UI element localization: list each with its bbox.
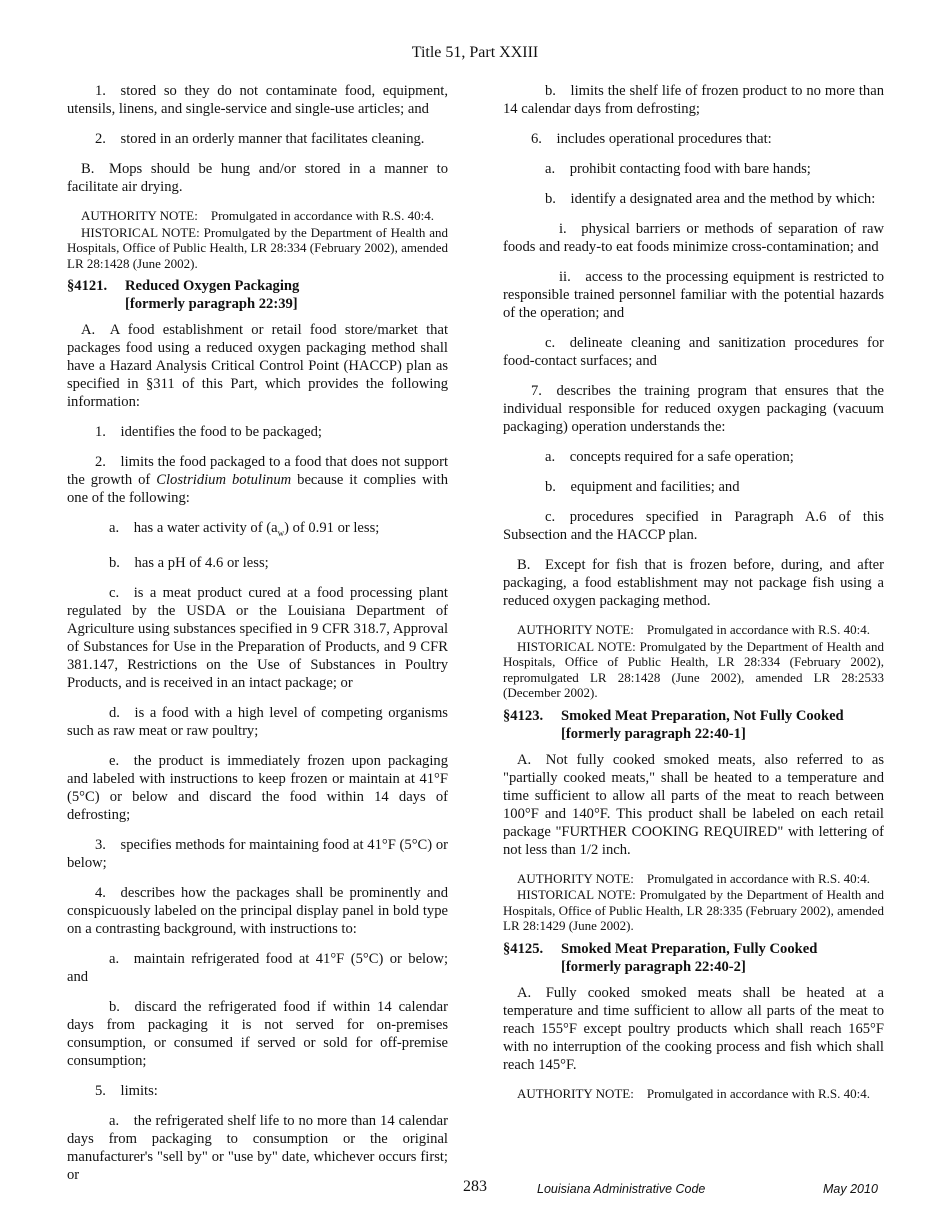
section-subtitle: [formerly paragraph 22:39] (125, 296, 298, 312)
paragraph: 3. specifies methods for maintaining food at 41°F (5°C) or below; (67, 836, 448, 871)
organism-name: Clostridium botulinum (156, 472, 292, 488)
section-subtitle: [formerly paragraph 22:40-1] (561, 725, 746, 742)
paragraph: c. is a meat product cured at a food processing plant regulated by the USDA or the Louisiana Department of Agriculture using substances specified in 9 CFR 318.7, Approval of Substances for Use in the Preparation of Products, and 9 CFR 381.147, Restrictions on the Use of Substances in Poultry Products, and is received in an intact package; or (67, 584, 448, 691)
historical-note: HISTORICAL NOTE: Promulgated by the Department of Health and Hospitals, Office of Public Health, LR 28:334 (February 2002), amended LR 28:1428 (June 2002). (67, 224, 449, 271)
notes (503, 871, 884, 934)
paragraph: e. the product is immediately frozen upon packaging and labeled with instructions to keep frozen or maintain at 41°F (5°C) or below and discard the food within 14 days of defrosting; (67, 752, 448, 823)
footer-date: May 2010 (823, 1182, 878, 1196)
paragraph: 2. limits the food packaged to a food that does not support the growth of Clostridium botulinum because it complies with one of the following: (67, 454, 448, 506)
page-number: 283 (463, 1178, 487, 1195)
paragraph: 1. stored so they do not contaminate food, equipment, utensils, linens, and single-service and single-use articles; and (67, 83, 448, 117)
section-heading-4123 (503, 707, 884, 743)
paragraph: a. has a water activity of $(a_w)$ of 0.91 or less; (109, 520, 380, 538)
paragraph: 4. describes how the packages shall be prominently and conspicuously labeled on the principal display panel in bold type on a contrasting background, with instructions to: (67, 884, 448, 937)
section-number: §4121. (67, 278, 108, 294)
paragraph: i. physical barriers or methods of separation of raw foods and ready-to eat foods minimize cross-contamination; and (503, 221, 884, 255)
notes (503, 1086, 884, 1102)
page-header: Title 51, Part XXIII (411, 44, 539, 61)
paragraph: a. prohibit contacting food with bare hands; (545, 161, 811, 177)
paragraph: c. delineate cleaning and sanitization procedures for food-contact surfaces; and (503, 335, 884, 369)
paragraph: 5. limits: (95, 1082, 158, 1099)
section-title: Reduced Oxygen Packaging (125, 278, 300, 294)
paragraph: b. equipment and facilities; and (545, 479, 740, 495)
notes (67, 208, 448, 271)
section-title: Smoked Meat Preparation, Fully Cooked (561, 940, 818, 957)
left-column (67, 82, 448, 1190)
authority-note: AUTHORITY NOTE: Promulgated in accordance with R.S. 40:4. (81, 208, 434, 223)
paragraph: d. is a food with a high level of competing organisms such as raw meat or raw poultry; (67, 704, 448, 739)
paragraph: B. Except for fish that is frozen before, during, and after packaging, a food establishment may not package fish using a reduced oxygen packaging method. (503, 557, 884, 609)
authority-note: AUTHORITY NOTE: Promulgated in accordance with R.S. 40:4. (517, 622, 870, 637)
section-number: §4123. (503, 707, 544, 724)
paragraph: b. identify a designated area and the method by which: (545, 191, 876, 207)
historical-note: HISTORICAL NOTE: Promulgated by the Department of Health and Hospitals, Office of Public Health, LR 28:334 (February 2002), repromulgated LR 28:1428 (June 2002), amended LR 28:2533 (December 2002). (503, 638, 884, 700)
paragraph: c. procedures specified in Paragraph A.6 of this Subsection and the HACCP plan. (503, 509, 884, 543)
paragraph: A. A food establishment or retail food store/market that packages food using a reduced oxygen packaging method shall have a Hazard Analysis Critical Control Point (HACCP) plan as specified in §311 of this Part, which provides the following information: (67, 322, 448, 410)
paragraph: b. discard the refrigerated food if within 14 calendar days from packaging it is not served for on-premises consumption, or consumed if served or sold for off-premise consumption; (67, 998, 448, 1069)
paragraph: b. limits the shelf life of frozen product to no more than 14 calendar days from defrosting; (503, 83, 884, 117)
historical-note: HISTORICAL NOTE: Promulgated by the Department of Health and Hospitals, Office of Public Health, LR 28:335 (February 2002), amended LR 28:1429 (June 2002). (503, 887, 885, 933)
right-column (503, 82, 884, 1107)
section-title: Smoked Meat Preparation, Not Fully Cooked (561, 707, 844, 724)
authority-note: AUTHORITY NOTE: Promulgated in accordance with R.S. 40:4. (517, 1085, 870, 1101)
paragraph: b. has a pH of 4.6 or less; (109, 554, 269, 571)
paragraph: a. concepts required for a safe operation; (545, 449, 794, 465)
section-subtitle: [formerly paragraph 22:40-2] (561, 958, 746, 975)
paragraph: 2. stored in an orderly manner that facilitates cleaning. (95, 131, 425, 147)
paragraph: 7. describes the training program that ensures that the individual responsible for reduced oxygen packaging (vacuum packaging) operation understands the: (503, 383, 884, 435)
paragraph: a. maintain refrigerated food at 41°F (5°C) or below; and (67, 950, 448, 985)
paragraph: a. the refrigerated shelf life to no more than 14 calendar days from packaging to consumption or the original manufacturer's "sell by" or "use by" date, whichever occurs first; or (67, 1112, 448, 1183)
paragraph: 6. includes operational procedures that: (531, 131, 772, 147)
paragraph: ii. access to the processing equipment is restricted to responsible trained personnel familiar with the potential hazards of the operation; and (503, 269, 884, 321)
section-heading-4121 (67, 277, 448, 313)
paragraph: 1. identifies the food to be packaged; (95, 424, 322, 440)
section-heading-4125 (503, 940, 884, 976)
section-number: §4125. (503, 940, 544, 957)
footer-publication: Louisiana Administrative Code (537, 1182, 706, 1196)
notes (503, 622, 884, 701)
paragraph: B. Mops should be hung and/or stored in a manner to facilitate air drying. (67, 161, 448, 195)
authority-note: AUTHORITY NOTE: Promulgated in accordance with R.S. 40:4. (517, 870, 870, 886)
paragraph: A. Not fully cooked smoked meats, also referred to as "partially cooked meats," shall be heated to a temperature and time sufficient to allow all parts of the meat to reach between 100°F and 140°F. This product shall be labeled on each retail package "FURTHER COOKING REQUIRED" with lettering of not less than 1/2 inch. (503, 751, 884, 858)
paragraph: A. Fully cooked smoked meats shall be heated at a temperature and time sufficient to allow all parts of the meat to reach 155°F except poultry products which shall reach 165°F with no interruption of the cooking process and fish which shall reach 145°F. (503, 984, 884, 1073)
